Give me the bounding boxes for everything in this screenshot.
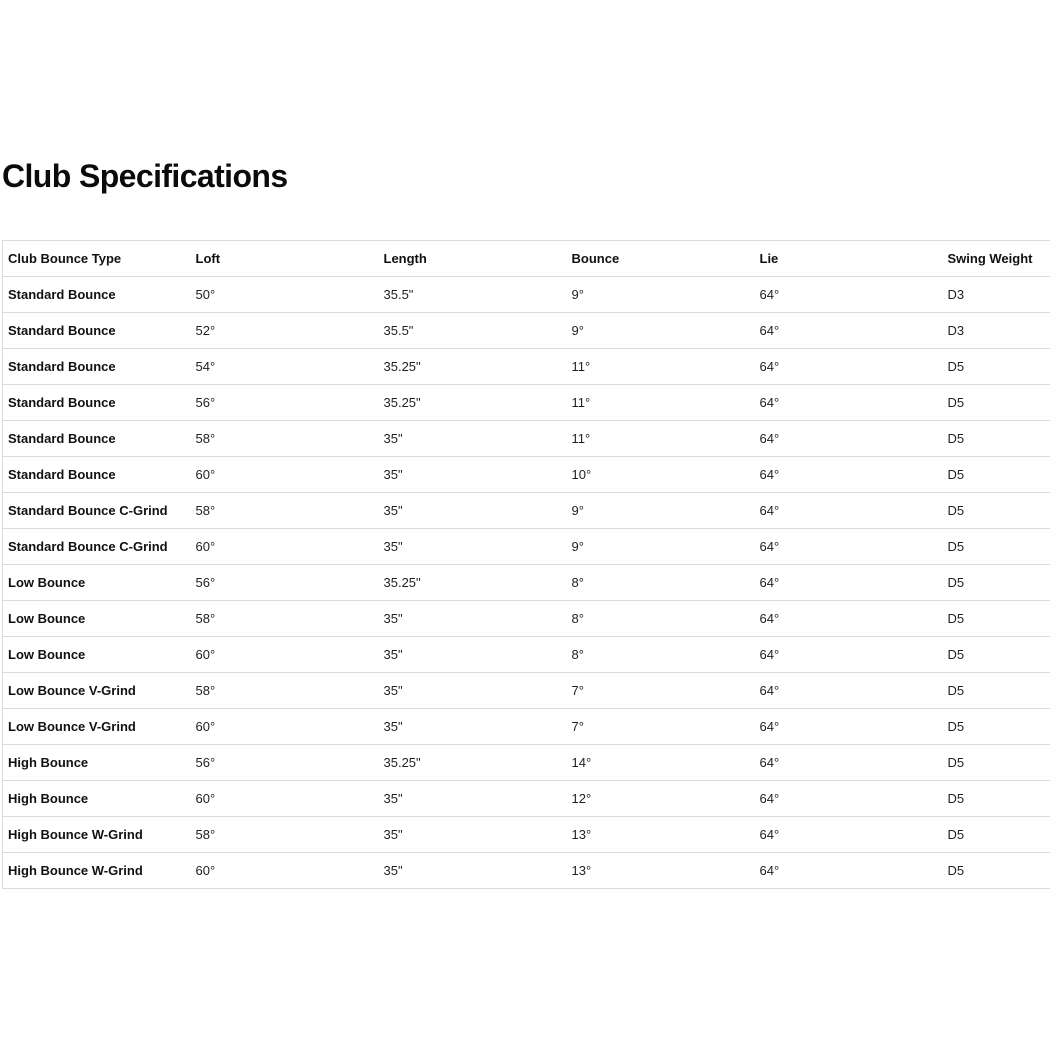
lie-cell: 64° [755, 601, 943, 637]
header-bounce: Bounce [567, 241, 755, 277]
page-title: Club Specifications [2, 158, 288, 194]
swing-weight-cell: D5 [943, 673, 1050, 709]
table-body [3, 277, 1050, 889]
club-bounce-type-cell: Standard Bounce C-Grind [3, 529, 191, 565]
length-cell: 35" [379, 781, 567, 817]
swing-weight-cell: D5 [943, 601, 1050, 637]
loft-cell: 54° [191, 349, 379, 385]
lie-cell: 64° [755, 493, 943, 529]
bounce-cell: 9° [567, 529, 755, 565]
swing-weight-cell: D5 [943, 493, 1050, 529]
header-club-bounce-type: Club Bounce Type [3, 241, 191, 277]
length-cell: 35" [379, 421, 567, 457]
swing-weight-cell: D5 [943, 781, 1050, 817]
bounce-cell: 9° [567, 277, 755, 313]
lie-cell: 64° [755, 709, 943, 745]
swing-weight-cell: D5 [943, 565, 1050, 601]
bounce-cell: 11° [567, 385, 755, 421]
table-row [3, 709, 1050, 745]
table-row [3, 853, 1050, 889]
loft-cell: 60° [191, 781, 379, 817]
length-cell: 35" [379, 853, 567, 889]
table-row [3, 457, 1050, 493]
table-row [3, 637, 1050, 673]
swing-weight-cell: D3 [943, 277, 1050, 313]
loft-cell: 58° [191, 601, 379, 637]
table-row [3, 385, 1050, 421]
table-row [3, 817, 1050, 853]
length-cell: 35" [379, 457, 567, 493]
lie-cell: 64° [755, 385, 943, 421]
club-bounce-type-cell: Low Bounce V-Grind [3, 709, 191, 745]
table-row [3, 565, 1050, 601]
swing-weight-cell: D5 [943, 349, 1050, 385]
specifications-table [2, 240, 1050, 889]
bounce-cell: 8° [567, 637, 755, 673]
length-cell: 35.25" [379, 385, 567, 421]
lie-cell: 64° [755, 421, 943, 457]
loft-cell: 60° [191, 709, 379, 745]
lie-cell: 64° [755, 781, 943, 817]
header-row [3, 241, 1050, 277]
bounce-cell: 14° [567, 745, 755, 781]
header-lie: Lie [755, 241, 943, 277]
header-loft: Loft [191, 241, 379, 277]
length-cell: 35.25" [379, 565, 567, 601]
swing-weight-cell: D5 [943, 817, 1050, 853]
loft-cell: 56° [191, 385, 379, 421]
club-bounce-type-cell: Low Bounce [3, 637, 191, 673]
length-cell: 35" [379, 637, 567, 673]
club-bounce-type-cell: Standard Bounce [3, 349, 191, 385]
loft-cell: 52° [191, 313, 379, 349]
length-cell: 35.25" [379, 745, 567, 781]
bounce-cell: 8° [567, 565, 755, 601]
table-row [3, 421, 1050, 457]
club-bounce-type-cell: Standard Bounce [3, 385, 191, 421]
club-bounce-type-cell: Low Bounce [3, 565, 191, 601]
loft-cell: 58° [191, 817, 379, 853]
bounce-cell: 13° [567, 817, 755, 853]
table-row [3, 781, 1050, 817]
club-bounce-type-cell: Standard Bounce [3, 457, 191, 493]
bounce-cell: 8° [567, 601, 755, 637]
table-row [3, 601, 1050, 637]
swing-weight-cell: D5 [943, 853, 1050, 889]
loft-cell: 58° [191, 421, 379, 457]
loft-cell: 60° [191, 457, 379, 493]
length-cell: 35" [379, 529, 567, 565]
swing-weight-cell: D5 [943, 745, 1050, 781]
lie-cell: 64° [755, 565, 943, 601]
club-bounce-type-cell: Standard Bounce [3, 313, 191, 349]
swing-weight-cell: D5 [943, 457, 1050, 493]
lie-cell: 64° [755, 277, 943, 313]
lie-cell: 64° [755, 673, 943, 709]
table-header [3, 241, 1050, 277]
table-row [3, 277, 1050, 313]
loft-cell: 56° [191, 745, 379, 781]
club-bounce-type-cell: Standard Bounce [3, 277, 191, 313]
swing-weight-cell: D5 [943, 637, 1050, 673]
lie-cell: 64° [755, 817, 943, 853]
header-swing-weight: Swing Weight [943, 241, 1050, 277]
club-bounce-type-cell: High Bounce W-Grind [3, 853, 191, 889]
table-row [3, 529, 1050, 565]
lie-cell: 64° [755, 637, 943, 673]
lie-cell: 64° [755, 313, 943, 349]
table-row [3, 745, 1050, 781]
loft-cell: 58° [191, 673, 379, 709]
lie-cell: 64° [755, 853, 943, 889]
bounce-cell: 11° [567, 421, 755, 457]
bounce-cell: 7° [567, 673, 755, 709]
swing-weight-cell: D5 [943, 709, 1050, 745]
club-bounce-type-cell: High Bounce [3, 745, 191, 781]
bounce-cell: 11° [567, 349, 755, 385]
table-row [3, 673, 1050, 709]
length-cell: 35.5" [379, 313, 567, 349]
club-bounce-type-cell: High Bounce W-Grind [3, 817, 191, 853]
header-length: Length [379, 241, 567, 277]
swing-weight-cell: D5 [943, 529, 1050, 565]
length-cell: 35" [379, 601, 567, 637]
lie-cell: 64° [755, 745, 943, 781]
bounce-cell: 9° [567, 313, 755, 349]
swing-weight-cell: D3 [943, 313, 1050, 349]
lie-cell: 64° [755, 457, 943, 493]
lie-cell: 64° [755, 349, 943, 385]
swing-weight-cell: D5 [943, 421, 1050, 457]
table-row [3, 349, 1050, 385]
bounce-cell: 9° [567, 493, 755, 529]
lie-cell: 64° [755, 529, 943, 565]
bounce-cell: 10° [567, 457, 755, 493]
length-cell: 35" [379, 673, 567, 709]
loft-cell: 56° [191, 565, 379, 601]
club-bounce-type-cell: Standard Bounce C-Grind [3, 493, 191, 529]
length-cell: 35.5" [379, 277, 567, 313]
length-cell: 35" [379, 817, 567, 853]
club-bounce-type-cell: High Bounce [3, 781, 191, 817]
length-cell: 35" [379, 493, 567, 529]
loft-cell: 60° [191, 529, 379, 565]
loft-cell: 50° [191, 277, 379, 313]
club-bounce-type-cell: Low Bounce [3, 601, 191, 637]
club-bounce-type-cell: Standard Bounce [3, 421, 191, 457]
bounce-cell: 13° [567, 853, 755, 889]
table-row [3, 493, 1050, 529]
table-row [3, 313, 1050, 349]
club-bounce-type-cell: Low Bounce V-Grind [3, 673, 191, 709]
loft-cell: 58° [191, 493, 379, 529]
length-cell: 35.25" [379, 349, 567, 385]
swing-weight-cell: D5 [943, 385, 1050, 421]
bounce-cell: 12° [567, 781, 755, 817]
loft-cell: 60° [191, 637, 379, 673]
loft-cell: 60° [191, 853, 379, 889]
bounce-cell: 7° [567, 709, 755, 745]
length-cell: 35" [379, 709, 567, 745]
